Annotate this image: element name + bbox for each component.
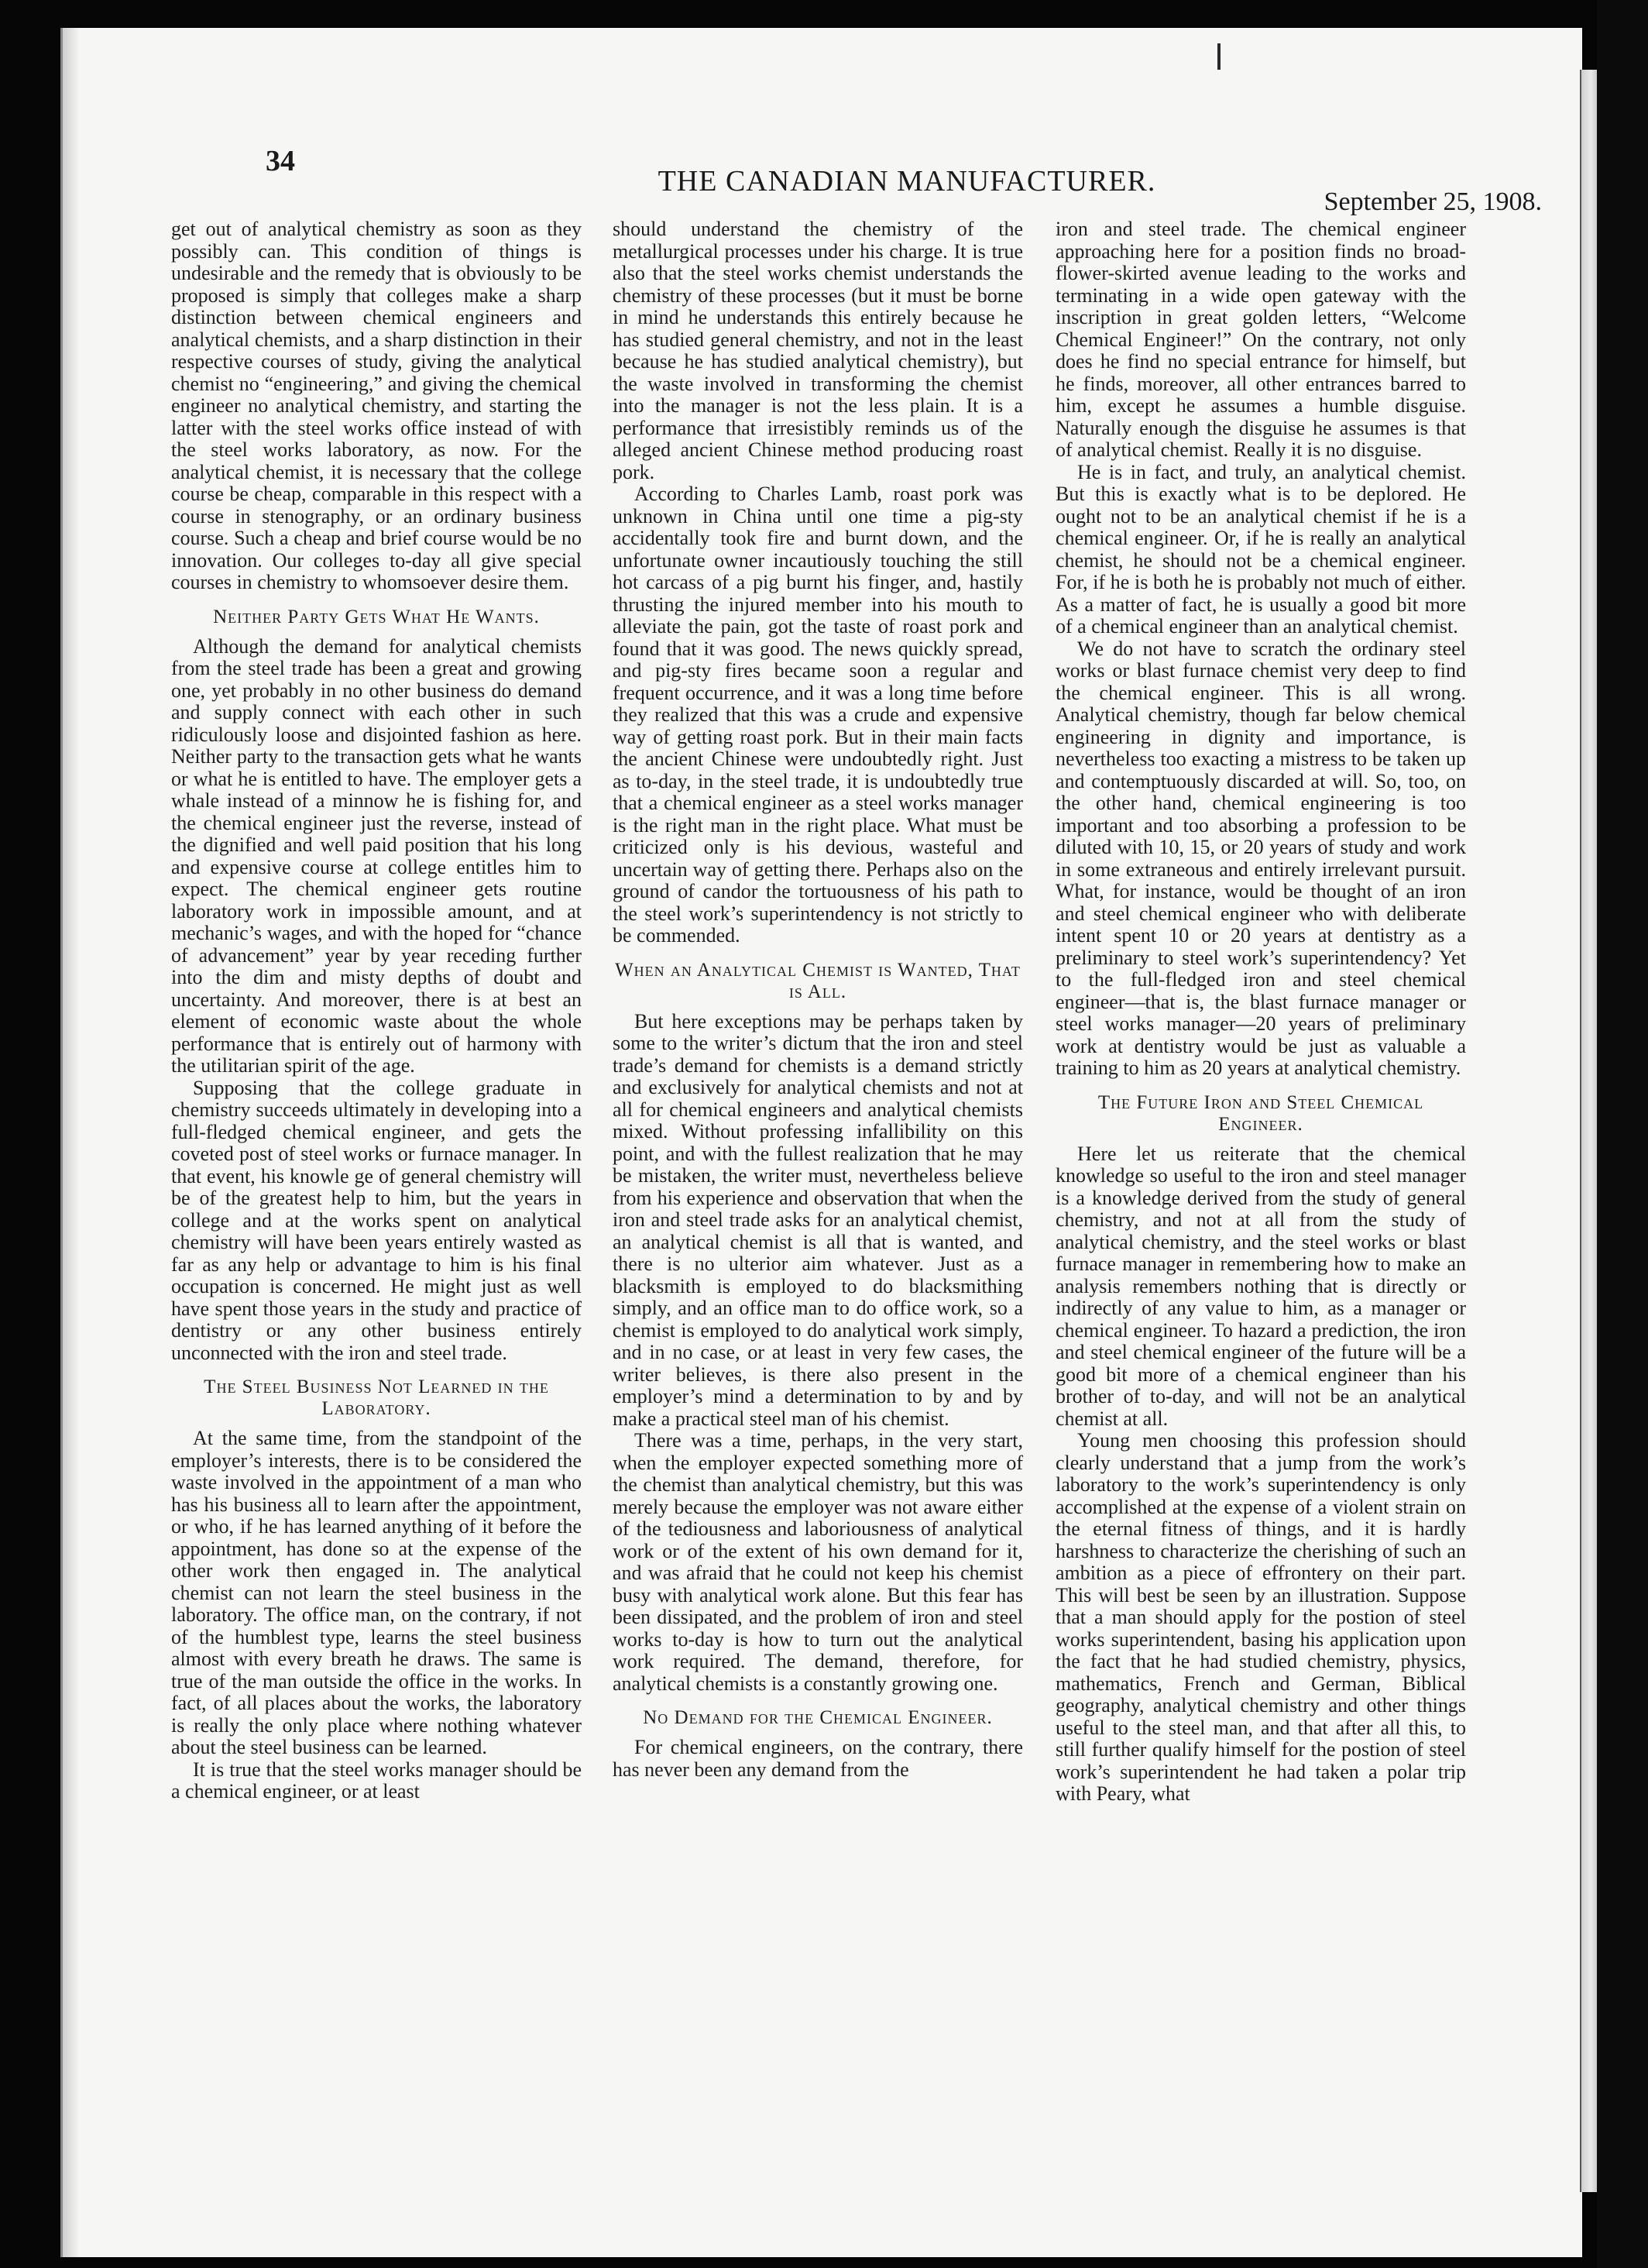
paragraph: Supposing that the college graduate in chemistry succeeds ultimately in developing into a full-fledged chemical engineer, and gets the coveted post of steel works or furnace manager. In that event, his knowle ge of general chemistry will be of the greatest help to him, but the years in college and at the works spent on analytical chemistry will have been years entirely wasted as far as any help or advantage to him is his final occupation is concerned. He might just as well have spent those years in the study and practice of dentistry or any other business entirely unconnected with the iron and steel trade. — [171, 1076, 582, 1364]
text-column-1 — [171, 218, 582, 1803]
paragraph: For chemical engineers, on the contrary, there has never been any demand from the — [613, 1736, 1023, 1781]
publication-title: THE CANADIAN MANUFACTURER. — [657, 165, 1156, 198]
paragraph: He is in fact, and truly, an analytical chemist. But this is exactly what is to be deplored. He ought not to be an analytical chemist if he is a chemical engineer. Or, if he is really an analytical chemist, he should not be a chemical engineer. For, if he is both he is probably not much of either. As a matter of fact, he is usually a good bit more of a chemical engineer than an analytical chemist. — [1056, 460, 1466, 637]
paragraph: Although the demand for analytical chemists from the steel trade has been a great and growing one, yet probably in no other business do demand and supply connect with each other in such ridiculously loose and disjointed fashion as here. Neither party to the transaction gets what he wants or what he is entitled to have. The employer gets a whale instead of a minnow he is fishing for, and the chemical engineer just the reverse, instead of the dignified and well paid position that his long and expensive course at college entitles him to expect. The chemical engineer gets routine laboratory work in impossible amount, and at mechanic’s wages, and with the hoped for “chance of advancement” year by year receding further into the dim and misty depths of doubt and uncertainty. And moreover, there is at best an element of economic waste about the whole performance that is entirely out of harmony with the utilitarian spirit of the age. — [171, 634, 582, 1077]
paragraph: According to Charles Lamb, roast pork was unknown in China until one time a pig-sty accidentally took fire and burnt down, and the unfortunate owner incautiously touching the still hot carcass of a pig burnt his finger, and, hastily thrusting the injured member into his mouth to alleviate the pain, got the taste of roast pork and found that it was good. The news quickly spread, and pig-sty fires became soon a regular and frequent occurrence, and it was a long time before they realized that this was a crude and expensive way of getting roast pork. But in their main facts the ancient Chinese were undoubtedly right. Just as to-day, in the steel trade, it is undoubtedly true that a chemical engineer as a steel works manager is the right man in the right place. What must be criticized only is his devious, wasteful and uncertain way of getting there. Perhaps also on the ground of candor the tortuousness of his path to the steel work’s superintendency is not strictly to be commended. — [613, 483, 1023, 947]
page-number: 34 — [266, 145, 295, 177]
paragraph: It is true that the steel works manager should be a chemical engineer, or at least — [171, 1758, 582, 1802]
scan-border-left — [0, 0, 62, 2268]
paragraph: Here let us reiterate that the chemical knowledge so useful to the iron and steel manager is a knowledge derived from the study of general chemistry, and not at all from the study of analytical chemistry, and the steel works or blast furnace manager in remembering how to make an analysis remembers nothing that is directly or indirectly of any value to him, as a manager or chemical engineer. To hazard a prediction, the iron and steel chemical engineer of the future will be a good bit more of a chemical engineer than his brother of to-day, and will not be an analytical chemist at all. — [1056, 1142, 1466, 1430]
paragraph: We do not have to scratch the ordinary steel works or blast furnace chemist very deep to find the chemical engineer. This is all wrong. Analytical chemistry, though far below chemical engineering in dignity and importance, is nevertheless too exacting a mistress to be taken up and contemptuously discarded at will. So, too, on the other hand, chemical engineering is too important and too absorbing a profession to be diluted with 10, 15, or 20 years of study and work in some extraneous and entirely irrelevant pursuit. What, for instance, would be thought of an iron and steel chemical engineer who with deliberate intent spent 10 or 20 years at dentistry as a preliminary to steel work’s superintendency? Yet to the full-fledged iron and steel chemical engineer—that is, the blast furnace manager or steel works manager—20 years of preliminary work at dentistry would be just as valuable a training to him as 20 years at analytical chemistry. — [1056, 637, 1466, 1079]
paragraph: But here exceptions may be perhaps taken by some to the writer’s dictum that the iron and steel trade’s demand for chemists is a demand strictly and exclusively for analytical chemists and not at all for chemical engineers and analytical chemists mixed. Without professing infallibility on this point, and with the fullest realization that he may be mistaken, the writer must, nevertheless believe from his experience and observation that when the iron and steel trade asks for an analytical chemist, an analytical chemist is all that is wanted, and there is no ulterior aim whatever. Just as a blacksmith is employed to do blacksmithing simply, and an office man to do office work, so a chemist is employed to do analytical work simply, and in no case, or at least in very few cases, the writer believes, is there also present in the employer’s mind a determination to by and by make a practical steel man of his chemist. — [613, 1009, 1023, 1430]
section-heading: No Demand for the Chemical Engineer. — [643, 1707, 993, 1728]
paragraph: At the same time, from the standpoint of the employer’s interests, there is to be considered the waste involved in the appointment of a man who has his business all to learn after the appointment, or who, if he has learned anything of it before the appointment, has done so at the expense of the other work then engaged in. The analytical chemist can not learn the steel business in the laboratory. The office man, on the contrary, if not of the humblest type, learns the steel business almost with every breath he draws. The same is true of the man outside the office in the works. In fact, of all places about the works, the laboratory is really the only place where nothing whatever about the steel business can be learned. — [171, 1427, 582, 1758]
issue-date: September 25, 1908. — [1324, 187, 1542, 216]
section-heading: The Future Iron and Steel Chemical Engineer. — [1097, 1091, 1424, 1135]
page-gutter-shadow — [63, 28, 80, 2257]
paragraph: Young men choosing this profession should clearly understand that a jump from the work’s laboratory to the work’s superintendency is only accomplished at the expense of a violent strain on the eternal fitness of things, and it is hardly harshness to characterize the cherishing of such an ambition as a piece of effrontery on their part. This will best be seen by an illustration. Suppose that a man should apply for the postion of steel works superintendent, basing his application upon the fact that he had studied chemistry, physics, mathematics, French and German, Biblical geography, analytical chemistry and other things useful to the steel man, and that after all this, to still further qualify himself for the postion of steel work’s superintendent he had taken a polar trip with Peary, what — [1056, 1429, 1466, 1805]
running-header — [63, 28, 1582, 216]
paragraph: iron and steel trade. The chemical engineer approaching here for a position finds no broad-flower-skirted avenue leading to the works and terminating in a wide open gateway with the inscription in great golden letters, “Welcome Chemical Engineer!” On the contrary, not only does he find no special entrance for himself, but he finds, moreover, all other entrances barred to him, except he assumes a humble disguise. Naturally enough the disguise he assumes is that of analytical chemist. Really it is no disguise. — [1056, 218, 1466, 461]
paragraph: get out of analytical chemistry as soon as they possibly can. This condition of things is undesirable and the remedy that is obviously to be proposed is simply that colleges make a sharp distinction between chemical engineers and analytical chemists, and a sharp distinction in their respective courses of study, giving the analytical chemist no “engineering,” and giving the chemical engineer no analytical chemistry, and starting the latter with the steel works office instead of with the steel works laboratory, as now. For the analytical chemist, it is necessary that the college course be cheap, comparable in this respect with a course in stenography, or an ordinary business course. Such a cheap and brief course would be no innovation. Our colleges to-day all give special courses in chemistry to whomsoever desire them. — [171, 218, 582, 593]
section-heading: Neither Party Gets What He Wants. — [213, 606, 540, 627]
magazine-page — [60, 28, 1582, 2257]
scan-border-right — [1597, 0, 1648, 2268]
text-column-2 — [613, 218, 1023, 1781]
section-heading: When an Analytical Chemist is Wanted, That is All. — [615, 959, 1021, 1002]
text-column-3 — [1056, 218, 1466, 1806]
paragraph: should understand the chemistry of the metallurgical processes under his charge. It is true also that the steel works chemist understands the chemistry of these processes (but it must be borne in mind he understands this entirely because he has studied general chemistry, and not in the least because he has studied analytical chemistry), but the waste involved in transforming the chemist into the manager is not the less plain. It is a performance that irresistibly reminds us of the alleged ancient Chinese method producing roast pork. — [613, 218, 1023, 483]
paragraph: There was a time, perhaps, in the very start, when the employer expected something more of the chemist than analytical chemistry, but this was merely because the employer was not aware either of the tediousness and laboriousness of analytical work or of the extent of his own demand for it, and was afraid that he could not keep his chemist busy with analytical work alone. But this fear has been dissipated, and the problem of iron and steel works to-day is how to turn out the analytical work required. The demand, therefore, for analytical chemists is a constantly growing one. — [613, 1429, 1023, 1695]
section-heading: The Steel Business Not Learned in the Laboratory. — [204, 1376, 549, 1419]
